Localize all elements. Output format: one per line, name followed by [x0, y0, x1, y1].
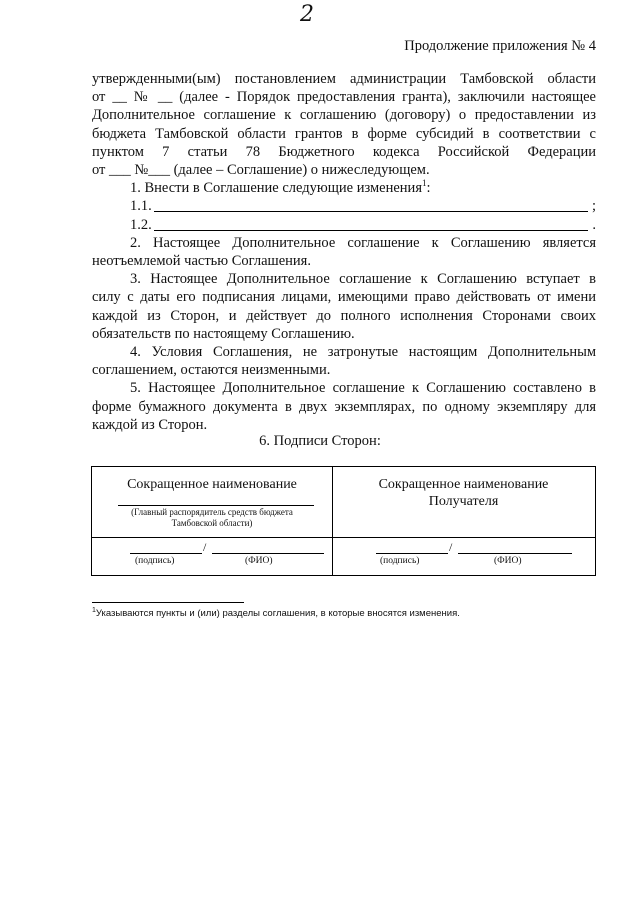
item-1-2-number: 1.2. — [130, 216, 152, 233]
intro-line: от __ № __ (далее - Порядок предоставления гранта), заключили настоящее — [92, 89, 596, 106]
item-1-2-end: . — [592, 216, 596, 233]
right-signature-line[interactable] — [376, 553, 448, 554]
left-party-title: Сокращенное наименование — [127, 477, 297, 492]
left-party-caption: (Главный распорядитель средств бюджета — [131, 507, 293, 517]
clause-3-line: 3. Настоящее Дополнительное соглашение к Соглашению вступает в — [130, 271, 596, 288]
left-party-caption: Тамбовской области) — [171, 518, 253, 528]
footnote-text: Указываются пункты и (или) разделы соглашения, в которые вносятся изменения. — [95, 608, 460, 619]
page-number: 2 — [300, 2, 314, 27]
table-divider-horizontal — [92, 537, 595, 538]
footnote — [92, 608, 460, 619]
clause-1 — [92, 179, 596, 197]
footnote-ref: 1 — [421, 178, 427, 189]
left-signature-line[interactable] — [130, 553, 202, 554]
left-name-label: (ФИО) — [245, 556, 273, 566]
item-1-1-number: 1.1. — [130, 198, 152, 215]
intro-line: пунктом 7 статьи 78 Бюджетного кодекса Российской Федерации — [92, 143, 596, 160]
signatures-heading: 6. Подписи Сторон: — [259, 433, 381, 449]
signatures-table — [91, 466, 596, 576]
clause-2-line: 2. Настоящее Дополнительное соглашение к Соглашению является — [130, 234, 596, 251]
footnote-separator — [92, 602, 244, 603]
clause-4-line: соглашением, остаются неизменными. — [92, 362, 331, 379]
item-1-1 — [92, 197, 596, 215]
intro-line: бюджета Тамбовской области грантов в форме субсидий в соответствии с — [92, 125, 596, 142]
right-party-title: Сокращенное наименование — [378, 477, 549, 492]
left-party-name-line — [118, 505, 314, 506]
clause-1-text: 1. Внести в Соглашение следующие изменения — [130, 180, 422, 197]
clause-4-line: 4. Условия Соглашения, не затронутые настоящим Дополнительным — [130, 344, 596, 361]
right-party-title: Получателя — [428, 494, 499, 509]
right-name-line[interactable] — [458, 553, 572, 554]
right-signature-label: (подпись) — [380, 556, 420, 566]
fill-in-line — [154, 211, 588, 212]
clause-3-line: каждой из Сторон, и действует до полного исполнения Сторонами своих — [92, 307, 596, 324]
clause-5-line: 5. Настоящее Дополнительное соглашение к Соглашению составлено в — [130, 380, 596, 397]
right-signature-slash: / — [449, 540, 453, 554]
clause-5-line: форме бумажного документа в двух экземплярах, по одному экземпляру для — [92, 398, 596, 415]
item-1-2 — [92, 216, 596, 234]
right-name-label: (ФИО) — [494, 556, 522, 566]
clause-3-line: силу с даты его подписания лицами, имеющими право действовать от имени — [92, 289, 596, 306]
intro-line: утвержденными(ым) постановлением администрации Тамбовской области — [92, 71, 596, 87]
fill-in-line — [154, 230, 588, 231]
clause-5-line: каждой из Сторон. — [92, 416, 208, 433]
footnote-mark: 1 — [92, 606, 96, 614]
clause-3-line: обязательств по настоящему Соглашению. — [92, 325, 355, 342]
left-name-line[interactable] — [212, 553, 324, 554]
appendix-header: Продолжение приложения № 4 — [404, 38, 596, 54]
left-signature-label: (подпись) — [135, 556, 175, 566]
clause-1-colon: : — [426, 180, 431, 197]
intro-line: Дополнительное соглашение к соглашению (договору) о предоставлении из — [92, 107, 596, 124]
left-signature-slash: / — [203, 540, 207, 554]
item-1-1-end: ; — [591, 198, 596, 215]
agreement-body — [92, 70, 596, 434]
clause-2-line: неотъемлемой частью Соглашения. — [92, 253, 311, 269]
intro-line: от ___ №___ (далее – Соглашение) о нижеследующем. — [92, 162, 430, 179]
